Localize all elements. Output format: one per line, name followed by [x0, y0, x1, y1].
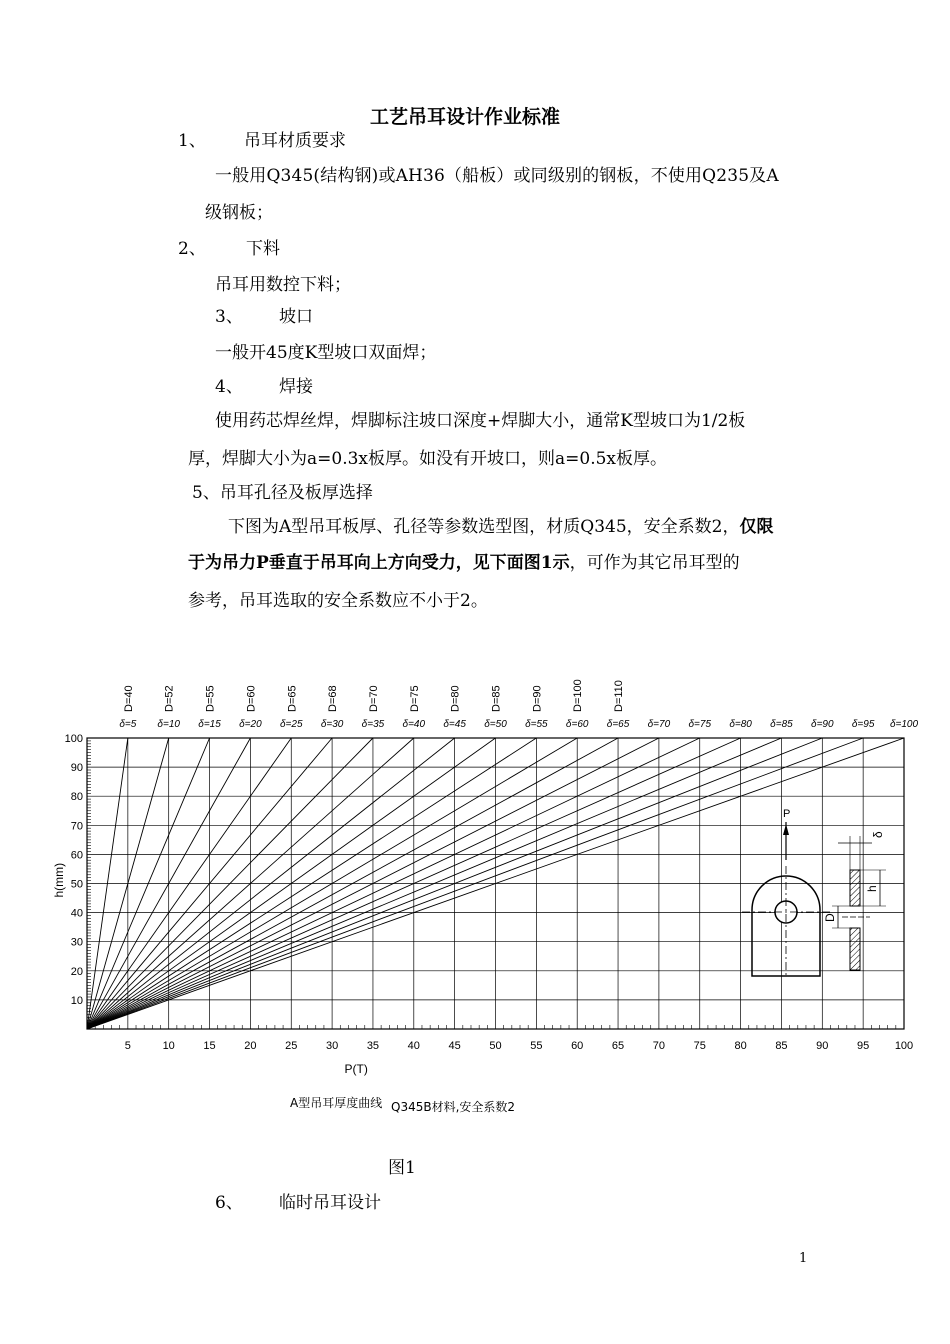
y-tick-label: 60: [70, 849, 83, 862]
x-tick-label: 90: [816, 1040, 829, 1052]
section-6-number: 6、: [215, 1193, 243, 1213]
y-tick-label: 100: [64, 733, 83, 745]
series-label: δ=70: [647, 719, 671, 730]
section-4-heading: 焊接: [279, 377, 313, 397]
section-5-text-line2-normal: ，可作为其它吊耳型的: [569, 553, 740, 573]
y-tick-label: 50: [70, 878, 83, 891]
section-1-text-line1: 一般用Q345(结构钢)或AH36（船板）或同级别的钢板，不使用Q235及A: [215, 166, 779, 186]
series-label: δ=50: [484, 719, 507, 730]
force-arrowhead: [783, 824, 789, 835]
figure-caption-right: Q345B材料,安全系数2: [391, 1100, 516, 1114]
section-2-text: 吊耳用数控下料；: [215, 275, 351, 295]
x-tick-label: 10: [162, 1040, 175, 1052]
diameter-label: D=80: [449, 685, 462, 712]
section-3-text: 一般开45度K型坡口双面焊；: [215, 343, 437, 363]
y-tick-label: 40: [70, 907, 83, 920]
section-4-number: 4、: [215, 377, 243, 397]
delta-label: δ: [871, 831, 885, 838]
y-tick-label: 80: [70, 791, 83, 804]
series-label: δ=10: [157, 719, 180, 730]
series-label: δ=100: [889, 719, 919, 730]
series-label: δ=20: [239, 719, 262, 730]
d-label: D: [823, 913, 837, 922]
x-tick-label: 20: [244, 1040, 257, 1052]
x-tick-label: 25: [285, 1040, 298, 1052]
diameter-label: D=90: [531, 685, 544, 712]
x-tick-label: 95: [857, 1040, 870, 1052]
x-tick-label: 35: [366, 1040, 380, 1052]
section-5-heading: 5、吊耳孔径及板厚选择: [192, 483, 373, 503]
diameter-label: D=75: [408, 685, 421, 712]
x-tick-label: 30: [325, 1040, 339, 1052]
series-label: δ=95: [851, 719, 875, 730]
section-1-text-line2: 级钢板；: [205, 203, 273, 223]
series-label: δ=60: [565, 719, 589, 730]
diameter-label: D=68: [327, 685, 340, 712]
section-5-text-line1-bold: 仅限: [739, 517, 774, 537]
diameter-label: D=110: [613, 680, 626, 712]
series-label: δ=75: [688, 719, 712, 730]
series-label: δ=55: [525, 719, 548, 730]
x-tick-label: 40: [407, 1040, 420, 1052]
y-tick-label: 70: [70, 820, 83, 833]
y-tick-label: 20: [70, 965, 83, 978]
section-6-heading: 临时吊耳设计: [279, 1193, 381, 1213]
section-2-heading: 下料: [246, 239, 280, 259]
diameter-label: D=70: [367, 685, 380, 712]
force-label: P: [783, 808, 791, 820]
lug-diagram-inset: [711, 808, 917, 1130]
series-label: δ=25: [279, 719, 303, 730]
diameter-label: D=55: [204, 685, 217, 712]
series-label: δ=85: [770, 719, 793, 730]
series-label: δ=15: [198, 719, 221, 730]
series-label: δ=35: [361, 719, 385, 730]
x-tick-label: 60: [571, 1040, 584, 1052]
x-tick-label: 15: [203, 1040, 216, 1052]
series-label: δ=65: [606, 719, 630, 730]
section-1-heading: 吊耳材质要求: [244, 131, 346, 151]
x-tick-label: 65: [611, 1040, 625, 1052]
diameter-label: D=85: [490, 685, 503, 712]
page-title: 工艺吊耳设计作业标准: [370, 106, 561, 128]
section-4-text-line2: 厚，焊脚大小为a=0.3x板厚。如没有开坡口，则a=0.5x板厚。: [188, 449, 668, 469]
diameter-label: D=65: [286, 685, 299, 712]
section-1-number: 1、: [178, 131, 206, 151]
x-tick-label: 85: [775, 1040, 788, 1052]
section-2-number: 2、: [178, 239, 206, 259]
series-label: δ=30: [320, 719, 344, 730]
section-3-heading: 坡口: [279, 307, 313, 327]
series-label: δ=5: [119, 719, 137, 730]
y-axis-label: h(mm): [52, 862, 66, 898]
section-5-text-line3: 参考，吊耳选取的安全系数应不小于2。: [188, 591, 488, 611]
h-label: h: [865, 885, 879, 892]
page-number: 1: [799, 1251, 808, 1266]
series-label: δ=40: [402, 719, 426, 730]
x-tick-label: 80: [734, 1040, 747, 1052]
lug-side-section-top: [850, 870, 860, 906]
series-label: δ=80: [729, 719, 752, 730]
x-tick-label: 45: [448, 1040, 461, 1052]
lug-side-section-bottom: [850, 928, 860, 970]
x-tick-label: 70: [652, 1040, 666, 1052]
section-3-number: 3、: [215, 307, 243, 327]
chart-labels: [52, 679, 918, 1076]
y-tick-label: 10: [70, 994, 83, 1007]
diameter-label: D=100: [572, 679, 585, 712]
figure-caption-left: A型吊耳厚度曲线: [290, 1096, 383, 1110]
x-tick-label: 75: [693, 1040, 706, 1052]
x-tick-label: 5: [124, 1040, 131, 1052]
x-tick-label: 55: [530, 1040, 543, 1052]
x-tick-label: 100: [894, 1040, 914, 1052]
section-5-text-line1: [228, 517, 773, 537]
series-label: δ=45: [443, 719, 466, 730]
section-5-text-line1-normal: 下图为A型吊耳板厚、孔径等参数选型图，材质Q345，安全系数2，: [228, 517, 740, 537]
lug-thickness-chart: [0, 660, 950, 1130]
diameter-label: D=40: [122, 685, 135, 712]
y-tick-label: 30: [70, 936, 83, 949]
x-axis-label: P(T): [344, 1062, 368, 1076]
section-5-text-line2-bold: 于为吊力P垂直于吊耳向上方向受力，见下面图1示: [188, 553, 570, 573]
section-5-text-line2: [188, 553, 740, 573]
x-tick-label: 50: [489, 1040, 502, 1052]
figure-label: 图1: [388, 1158, 416, 1178]
section-4-text-line1: 使用药芯焊丝焊，焊脚标注坡口深度+焊脚大小，通常K型坡口为1/2板: [215, 411, 746, 431]
y-tick-label: 90: [70, 762, 83, 775]
diameter-label: D=52: [163, 685, 176, 712]
series-label: δ=90: [811, 719, 834, 730]
diameter-label: D=60: [245, 685, 258, 712]
